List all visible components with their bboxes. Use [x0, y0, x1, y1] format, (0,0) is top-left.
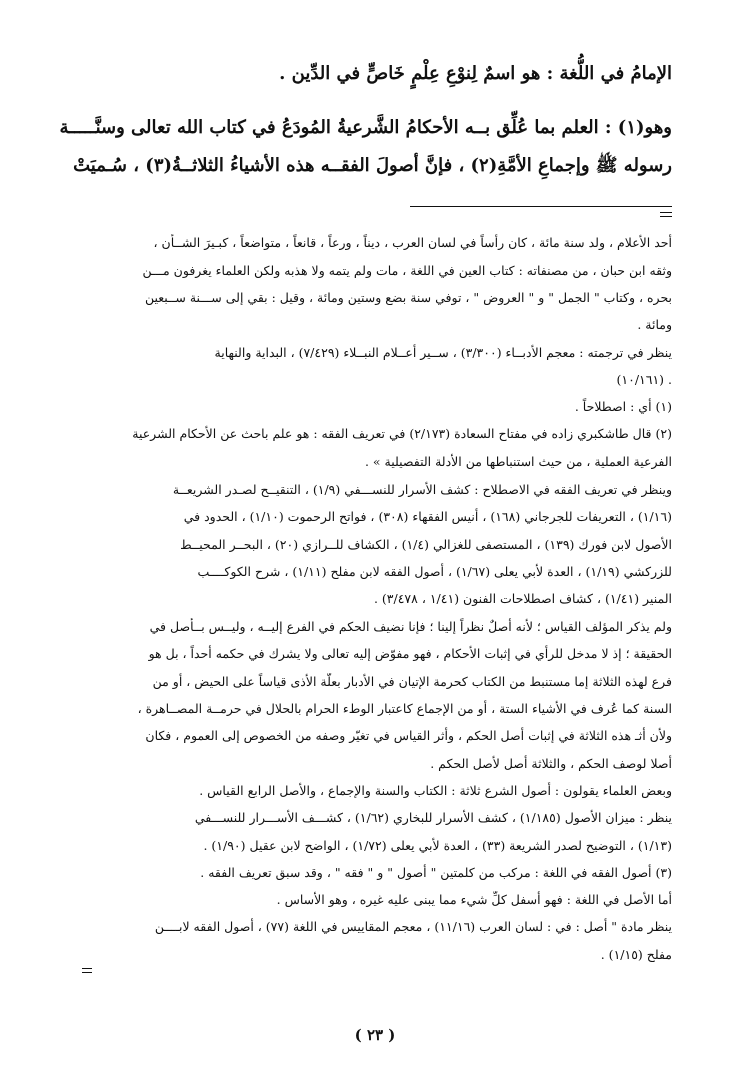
footnote-line: وثقه ابن حبان ، من مصنفاته : كتاب العين في اللغة ، مات ولم يتمه ولا هذبه ولكن العلماء يغرفون مـــن — [142, 263, 672, 278]
footnote-line: أصلا لوصف الحكم ، والثلاثة أصل لأصل الحكم . — [430, 756, 672, 771]
footnote-end-mark — [82, 968, 92, 973]
footnote-line: الفرعية العملية ، من حيث استنباطها من الأدلة التفصيلية » . — [364, 454, 672, 469]
footnote-line: ينظر في ترجمته : معجم الأدبــاء (٣/٣٠٠) ، ســير أعــلام النبــلاء (٧/٤٢٩) ، البداية والنهاية — [214, 345, 672, 360]
footnote-line: (٢) قال طاشكبري زاده في مفتاح السعادة (٢/١٧٣) في تعريف الفقه : هو علم باحث عن الأحكام الشرعية — [132, 426, 672, 441]
footnote-line: الأصول لابن فورك (١٣٩) ، المستصفى للغزالي (١/٤) ، الكشاف للــرازي (٢٠) ، البحــر المحيــط — [180, 537, 672, 552]
footnote-line: (٣) أصول الفقه في اللغة : مركب من كلمتين " أصول " و " فقه " ، وقد سبق تعريف الفقه . — [200, 865, 672, 880]
footnote-line: المنير (١/٤١) ، كشاف اصطلاحات الفنون (١/٤١ ، ٣/٤٧٨) . — [373, 591, 672, 606]
footnote-line: للزركشي (١/١٩) ، العدة لأبي يعلى (١/٦٧) ، أصول الفقه لابن مفلح (١/١١) ، شرح الكوكــــب — [197, 564, 672, 579]
main-text-line-3: رسوله ﷺ وإجماعِ الأمَّةِ(٢) ، فإنَّ أصولَ الفقــه هذه الأشياءُ الثلاثــةُ(٣) ، سُـميَتْ — [73, 155, 672, 176]
footnote-line: بحره ، وكتاب " الجمل " و " العروض " ، توفي سنة بضع وستين ومائة ، وقيل : بقي إلى ســـنة ســبعين — [144, 290, 672, 305]
footnote-line: (١٠/١٦١) . — [616, 372, 672, 387]
page-number: ( ٢٣ ) — [354, 1026, 396, 1044]
footnote-line: ينظر مادة " أصل : في : لسان العرب (١١/١٦) ، معجم المقاييس في اللغة (٧٧) ، أصول الفقه لابــــن — [154, 919, 672, 934]
footnote-line: (١/١٣) ، التوضيح لصدر الشريعة (٣٣) ، العدة لأبي يعلى (١/٧٢) ، الواضح لابن عقيل (١/٩٠) . — [203, 838, 672, 853]
footnote-line: ولأن أثـ هذه الثلاثة في إثبات أصل الحكم ، وأثر القياس في تغيّر وصفه من الخصوص إلى العموم ، فكان — [145, 728, 672, 743]
footnote-line: فرع لهذه الثلاثة إما مستنبط من الكتاب كحرمة الإتيان في الأدبار بعلّة الأذى قياساً على الحيض ، أو من — [152, 674, 672, 689]
main-text-line-1: الإمامُ في اللُّغة : هو اسمٌ لِنوْعِ عِلْمٍ خَاصٍّ في الدِّين . — [279, 63, 672, 84]
footnote-line: السنة كما عُرف في الأشياء الستة ، أو من الإجماع كاعتبار الوطء الحرام بالحلال في حرمــة المصــاهرة ، — [137, 701, 672, 716]
footnote-line: مفلح (١/١٥) . — [600, 947, 672, 962]
footnote-line: (١) أي : اصطلاحاً . — [574, 399, 672, 414]
footnote-line: أما الأصل في اللغة : فهو أسفل كلِّ شيء مما يبنى عليه غيره ، وهو الأساس . — [276, 892, 672, 907]
main-text-line-2: وهو(١) : العلم بما عُلِّق بــه الأحكامُ الشَّرعيةُ المُودَعُ في كتاب الله تعالى وسنَّـــــة — [59, 117, 672, 138]
footnote-line: (١/١٦) ، التعريفات للجرجاني (١٦٨) ، أنيس الفقهاء (٣٠٨) ، فواتح الرحموت (١/١٠) ، الحدود في — [183, 509, 672, 524]
footnote-separator-mark — [660, 212, 672, 217]
footnote-line: ينظر : ميزان الأصول (١/١٨٥) ، كشف الأسرار للبخاري (١/٦٢) ، كشـــف الأســـرار للنســـفي — [194, 810, 672, 825]
footnote-line: وينظر في تعريف الفقه في الاصطلاح : كشف الأسرار للنســـفي (١/٩) ، التنقيــح لصـدر الشريعــة — [172, 482, 672, 497]
footnote-line: الحقيقة ؛ إذ لا مدخل للرأي في إثبات الأحكام ، فهو مفوّض إليه تعالى ولا يشرك في حكمه أحداً ، بل هو — [148, 646, 672, 661]
footnote-line: ولم يذكر المؤلف القياس ؛ لأنه أصلٌ نظراً إلينا ؛ فإنا نضيف الحكم في الفرع إليــه ، وليــس بــأصل في — [149, 619, 672, 634]
footnote-line: أحد الأعلام ، ولد سنة مائة ، كان رأساً في لسان العرب ، ديناً ، ورعاً ، قانعاً ، متواضعاً ، كبـيرَ الشــأن ، — [153, 235, 672, 250]
footnote-line: وبعض العلماء يقولون : أُصول الشرع ثلاثة : الكتاب والسنة والإجماع ، والأصل الرابع القياس . — [199, 783, 672, 798]
footnote-line: ومائة . — [637, 317, 672, 332]
footnote-separator — [410, 206, 672, 207]
